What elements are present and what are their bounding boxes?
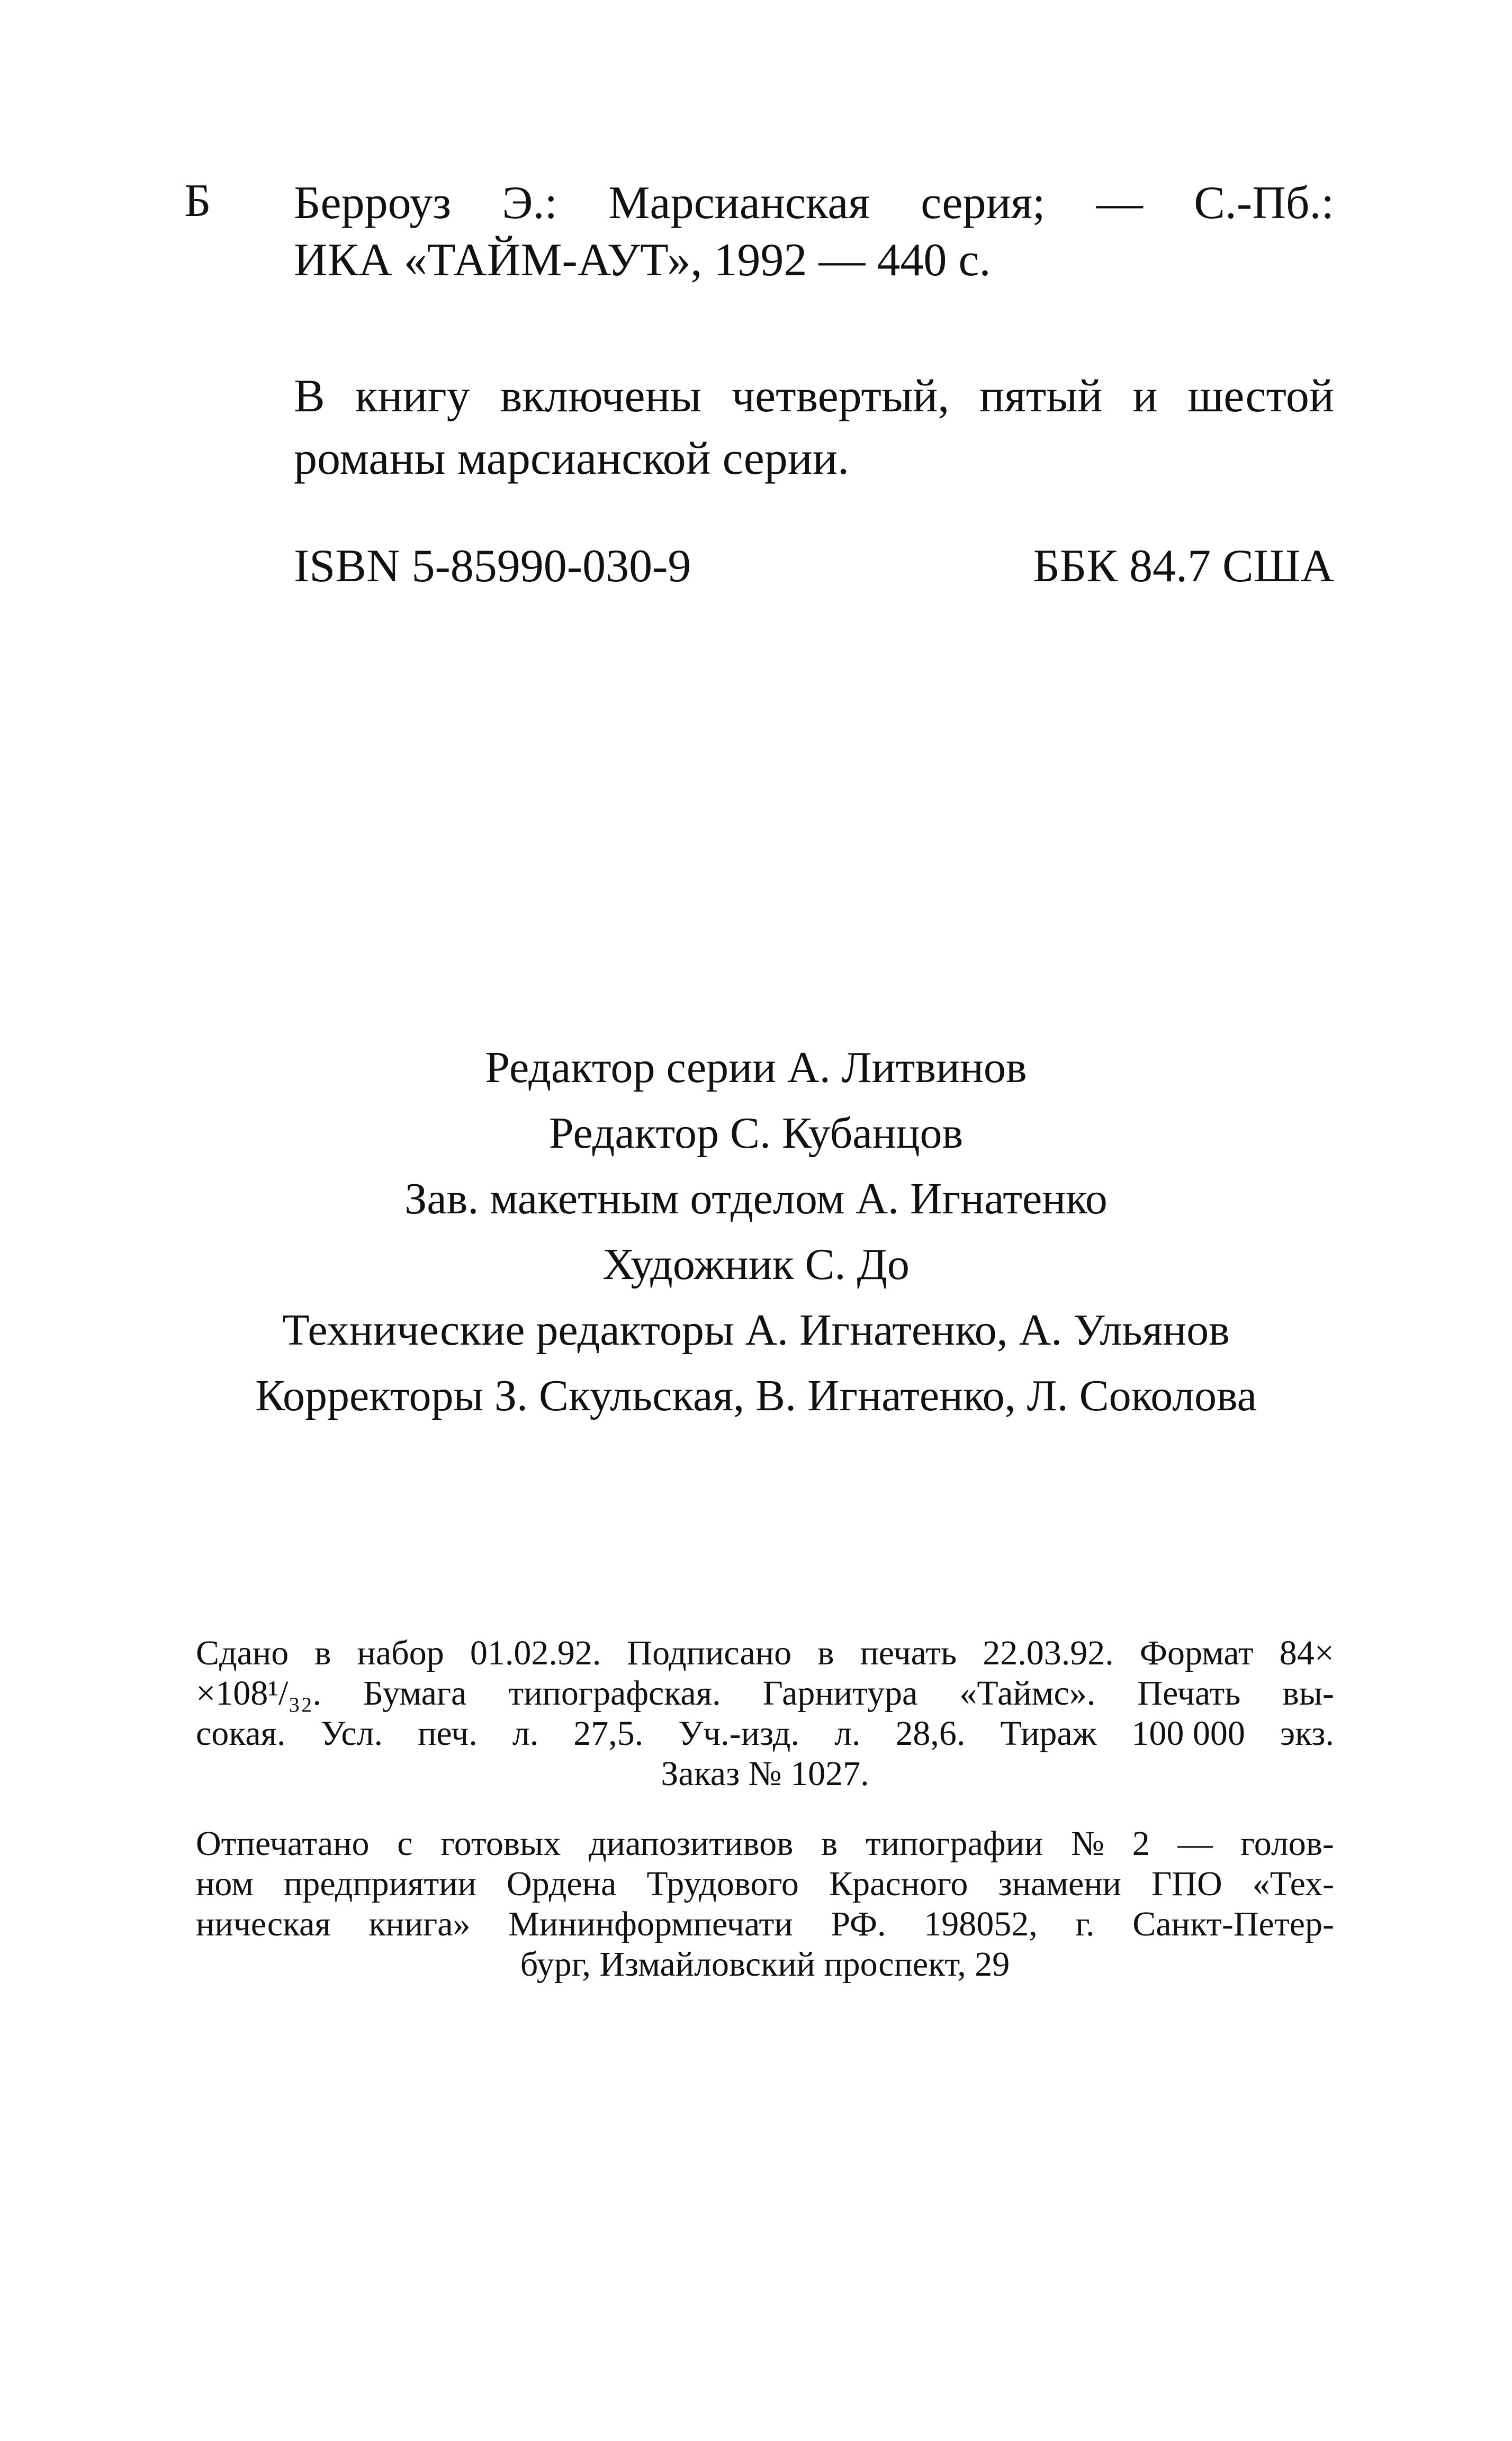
imprint-line-1 [196,1633,1334,1673]
word: вы- [1282,1674,1334,1713]
word: 22.03.92. [983,1634,1114,1672]
imprint-line-3 [196,1714,1334,1754]
word: Красного [829,1864,968,1903]
word: Ордена [506,1864,617,1903]
word: серия; [921,177,1046,229]
word: типографии [865,1824,1043,1863]
imprint-line-2 [196,1673,1334,1714]
word: В [294,371,325,422]
word: Подписано [627,1634,792,1672]
word: г. [1075,1905,1095,1943]
word: Уч.-изд. [678,1714,799,1753]
word: Усл. [320,1714,383,1753]
word: л. [512,1714,539,1753]
word: печ. [418,1714,478,1753]
credit-line-series-editor: Редактор серии А. Литвинов [485,1043,1027,1092]
annotation-line-2: романы марсианской серии. [294,433,849,484]
word: № [1070,1824,1104,1863]
bibliographic-line-1 [294,175,1334,232]
word: Гарнитура [762,1674,918,1713]
bibliographic-record [294,175,1334,289]
word: Берроуз [294,177,451,229]
word: в [314,1634,331,1672]
word: знамени [998,1864,1121,1903]
word: ×108¹/₃₂. [196,1674,321,1713]
word: «Таймс». [959,1674,1096,1713]
word: 198052, [924,1905,1038,1943]
word: Формат [1139,1634,1254,1672]
word: Сдано [196,1634,289,1672]
word: Э.: [502,177,557,229]
word: РФ. [831,1905,886,1943]
word: 2 [1132,1824,1150,1863]
isbn: ISBN 5-85990-030-9 [294,541,691,592]
word: Трудового [646,1864,799,1903]
word: Тираж [1000,1714,1097,1753]
printer-info [196,1824,1334,1985]
publication-imprint [196,1633,1334,1794]
word: предприятии [284,1864,476,1903]
word: готовых [440,1824,561,1863]
word: и [1132,371,1158,422]
word: ническая [196,1905,331,1943]
word: в [817,1634,834,1672]
printer-line-1 [196,1824,1334,1864]
word: голов- [1240,1824,1334,1863]
credit-line-layout-head: Зав. макетным отделом А. Игнатенко [404,1174,1108,1223]
word: включены [500,371,701,422]
bbk-code: ББК 84.7 США [1033,541,1334,592]
bibliographic-index-letter: Б [184,175,211,227]
printer-line-2 [196,1864,1334,1904]
imprint-order-number: Заказ № 1027. [661,1754,869,1793]
credit-line-editor: Редактор С. Кубанцов [548,1109,964,1158]
bibliographic-line-2: ИКА «ТАЙМ-АУТ», 1992 — 440 с. [294,235,991,286]
word: 01.02.92. [470,1634,601,1672]
credit-line-artist: Художник С. До [602,1240,910,1289]
annotation [294,365,1334,490]
word: диапозитивов [589,1824,794,1863]
word: С.-Пб.: [1194,177,1334,229]
word: ГПО [1151,1864,1222,1903]
credits [0,1035,1512,1429]
word: Мининформпечати [508,1905,793,1943]
printer-line-3 [196,1904,1334,1944]
word: ном [196,1864,254,1903]
word: 84× [1279,1634,1334,1672]
word: печать [860,1634,957,1672]
word: типографская. [508,1674,721,1713]
word: л. [834,1714,861,1753]
word: Санкт-Петер- [1132,1905,1334,1943]
classification-codes [294,537,1334,596]
word: Марсианская [608,177,870,229]
word: 100 000 [1131,1714,1245,1753]
word: Отпечатано [196,1824,370,1863]
word: — [1177,1824,1213,1863]
annotation-line-1 [294,365,1334,428]
word: набор [357,1634,444,1672]
credit-line-proofreaders: Корректоры З. Скульская, В. Игнатенко, Л. Соколова [255,1371,1257,1420]
word: с [397,1824,413,1863]
word: сокая. [196,1714,286,1753]
word: 27,5. [573,1714,644,1753]
word: экз. [1280,1714,1334,1753]
word: Печать [1137,1674,1241,1713]
word: шестой [1187,371,1334,422]
word: книга» [368,1905,471,1943]
word: 28,6. [895,1714,966,1753]
word: в [821,1824,838,1863]
word: — [1096,177,1143,229]
word: Бумага [363,1674,467,1713]
word: пятый [979,371,1103,422]
word: книгу [355,371,470,422]
word: «Тех- [1252,1864,1334,1903]
credit-line-technical-editors: Технические редакторы А. Игнатенко, А. Ульянов [282,1305,1230,1355]
word: четвертый, [731,371,950,422]
printer-address: бург, Измайловский проспект, 29 [520,1945,1010,1984]
